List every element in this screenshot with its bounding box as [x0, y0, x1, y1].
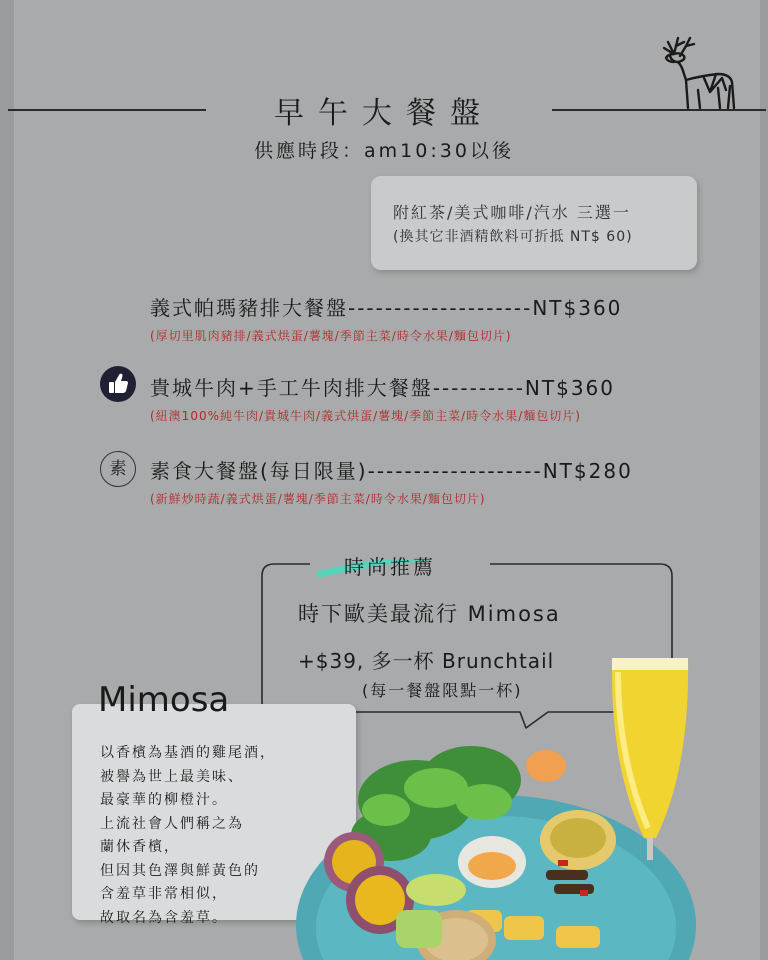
- menu-item-vegetarian: [150, 455, 633, 507]
- menu-item-name: 義式帕瑪豬排大餐盤--------------------NT$360: [150, 296, 623, 320]
- menu-item-desc: (厚切里肌肉豬排/義式烘蛋/薯塊/季節主菜/時令水果/麵包切片): [150, 329, 512, 343]
- menu-item-beef: [150, 372, 615, 424]
- recommend-line: 時下歐美最流行 Mimosa: [298, 602, 561, 626]
- recommend-title: 時尚推薦: [344, 555, 436, 579]
- deer-logo-icon: [660, 32, 740, 114]
- recommend-limit-line: (每一餐盤限點一杯): [362, 681, 523, 700]
- menu-item-desc: (新鮮炒時蔬/義式烘蛋/薯塊/季節主菜/時令水果/麵包切片): [150, 492, 486, 506]
- menu-title: 早午大餐盤: [274, 96, 494, 131]
- mimosa-description-line: 以香檳為基酒的雞尾酒，: [100, 745, 276, 761]
- mimosa-description-line: 但因其色澤與鮮黃色的: [100, 862, 260, 879]
- drink-note-box: [371, 176, 697, 270]
- thumbs-up-icon: [100, 366, 136, 402]
- menu-item-name: 素食大餐盤(每日限量)-------------------NT$280: [150, 459, 633, 483]
- mimosa-glass-photo: [604, 648, 696, 860]
- mimosa-description-line: 含羞草非常相似，: [100, 886, 228, 902]
- serving-hours: 供應時段：am10:30以後: [254, 140, 514, 162]
- menu-item-name: 貴城牛肉+手工牛肉排大餐盤----------NT$360: [150, 376, 616, 400]
- mimosa-description-line: 故取名為含羞草。: [100, 909, 228, 926]
- mimosa-heading: Mimosa: [98, 680, 230, 720]
- drink-note-line: 附紅茶/美式咖啡/汽水 三選一: [393, 203, 631, 222]
- mimosa-description-line: 最豪華的柳橙汁。: [100, 792, 228, 808]
- mimosa-description-line: 蘭休香檳，: [100, 839, 180, 855]
- mimosa-description-line: 被譽為世上最美味、: [100, 768, 244, 785]
- mimosa-description-line: 上流社會人們稱之為: [100, 815, 244, 832]
- mimosa-description: [100, 742, 276, 930]
- recommend-price-line: +$39, 多一杯 Brunchtail: [298, 649, 555, 673]
- vegetarian-badge: 素: [100, 451, 136, 487]
- drink-note-subline: (換其它非酒精飲料可折抵 NT$ 60): [393, 229, 633, 245]
- menu-item-desc: (紐澳100%純牛肉/貴城牛肉/義式烘蛋/薯塊/季節主菜/時令水果/麵包切片): [150, 409, 581, 423]
- menu-item-pork: [150, 292, 622, 344]
